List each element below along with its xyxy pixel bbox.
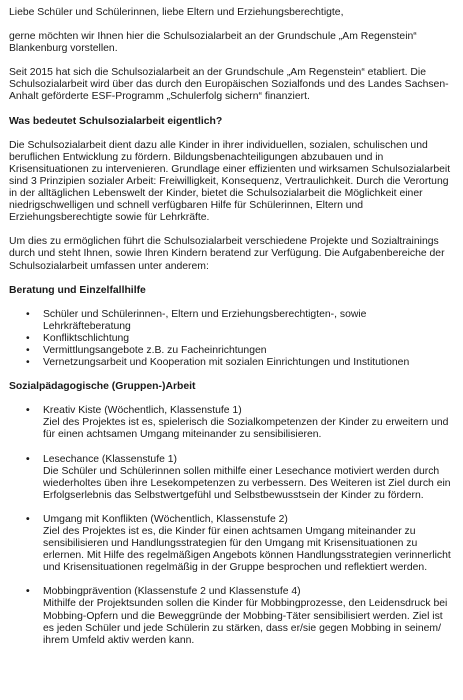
project-description: Mithilfe der Projektsunden sollen die Kinder für Mobbingprozesse, den Leidensdruck bei Mobbing-Opfern und die Beweggründe der Mobbing-Täter sensibilisiert werden. Ziel ist es jeden Schüler und jede Schülerin zu stärken, dass er/sie gegen Mobbing in seinem/ ihrem Umfeld aktiv werden kann. bbox=[43, 598, 448, 646]
list-item bbox=[9, 405, 455, 441]
list-item: • Vermittlungsangebote z.B. zu Facheinrichtungen bbox=[9, 345, 455, 357]
gruppen-list bbox=[9, 405, 455, 647]
beratung-heading: Beratung und Einzelfallhilfe bbox=[9, 284, 146, 296]
project-title: • Kreativ Kiste (Wöchentlich, Klassenstufe 1) bbox=[43, 405, 242, 417]
gruppen-heading: Sozialpädagogische (Gruppen-)Arbeit bbox=[9, 381, 196, 393]
greeting: Liebe Schüler und Schülerinnen, liebe Eltern und Erziehungsberechtigte, bbox=[9, 7, 344, 18]
project-title: • Lesechance (Klassenstufe 1) bbox=[43, 453, 178, 465]
list-item: • Vernetzungsarbeit und Kooperation mit sozialen Einrichtungen und Institutionen bbox=[9, 357, 455, 369]
beratung-list bbox=[9, 309, 455, 369]
history-paragraph: Seit 2015 hat sich die Schulsozialarbeit an der Grundschule „Am Regenstein“ etabliert. Die Schulsozialarbeit wird über das durch den Europäischen Sozialfonds und des Landes Sachsen-Anhalt geförderte ESF-Programm „Schulerfolg sichern“ finanziert. bbox=[9, 67, 449, 103]
project-description: Ziel des Projektes ist es, die Kinder für einen achtsamen Umgang miteinander zu sensibilisieren und Handlungsstrategien für den Umgang mit Krisensituationen zu erlernen. Mit Hilfe des regelmäßigen Angebots können Handlungsstrategien verinnerlicht und Krisensituationen regelmäßig in der Gruppe besprochen und reflektiert werden. bbox=[43, 526, 451, 574]
list-item bbox=[9, 454, 455, 502]
project-description: Ziel des Projektes ist es, spielerisch die Sozialkompetenzen der Kinder zu erweitern und für einen achtsamen Umgang miteinander zu sensibilisieren. bbox=[43, 417, 449, 441]
question-heading: Was bedeutet Schulsozialarbeit eigentlich? bbox=[9, 115, 223, 127]
project-title: • Umgang mit Konflikten (Wöchentlich, Klassenstufe 2) bbox=[43, 513, 288, 525]
list-item bbox=[9, 586, 455, 646]
list-item: • Schüler und Schülerinnen-, Eltern und Erziehungsberechtigten-, sowie Lehrkräfteberatung bbox=[9, 309, 455, 333]
project-title: • Mobbingprävention (Klassenstufe 2 und Klassenstufe 4) bbox=[43, 586, 301, 598]
intro-paragraph: gerne möchten wir Ihnen hier die Schulsozialarbeit an der Grundschule „Am Regenstein“ Blankenburg vorstellen. bbox=[9, 31, 417, 55]
projects-paragraph: Um dies zu ermöglichen führt die Schulsozialarbeit verschiedene Projekte und Sozialtrainings durch und steht Ihnen, sowie Ihren Kindern beratend zur Verfügung. Die Aufgabenbereiche der Schulsozialarbeit umfassen unter anderem: bbox=[9, 236, 445, 272]
project-description: Die Schüler und Schülerinnen sollen mithilfe einer Lesechance motiviert werden durch wiederholtes üben ihre Lesekompetenzen zu verbessern. Des Weiteren ist Ziel durch ein Erfolgserlebnis das Selbstwertgefühl und Selbstbewusstsein der Kinder zu fördern. bbox=[43, 465, 451, 501]
question-paragraph: Die Schulsozialarbeit dient dazu alle Kinder in ihrer individuellen, sozialen, schulischen und beruflichen Entwicklung zu fördern. Bildungsbenachteiligungen abzubauen und in Krisensituationen zu intervenieren. Grundlage einer effizienten und wirksamen Schulsozialarbeit sind 3 Prinzipien sozialer Arbeit: Freiwilligkeit, Konsequenz, Vertraulichkeit. Durch die Verortung in der alltäglichen Lebenswelt der Kinder, bietet die Schulsozialarbeit die Möglichkeit einer niedrigschwelligen und schnell verfügbaren Hilfe für Schülerinnen, Eltern und Erziehungsberechtigte sowie für Lehrkräfte. bbox=[9, 139, 451, 224]
list-item: • Konfliktschlichtung bbox=[9, 333, 455, 345]
list-item bbox=[9, 514, 455, 574]
